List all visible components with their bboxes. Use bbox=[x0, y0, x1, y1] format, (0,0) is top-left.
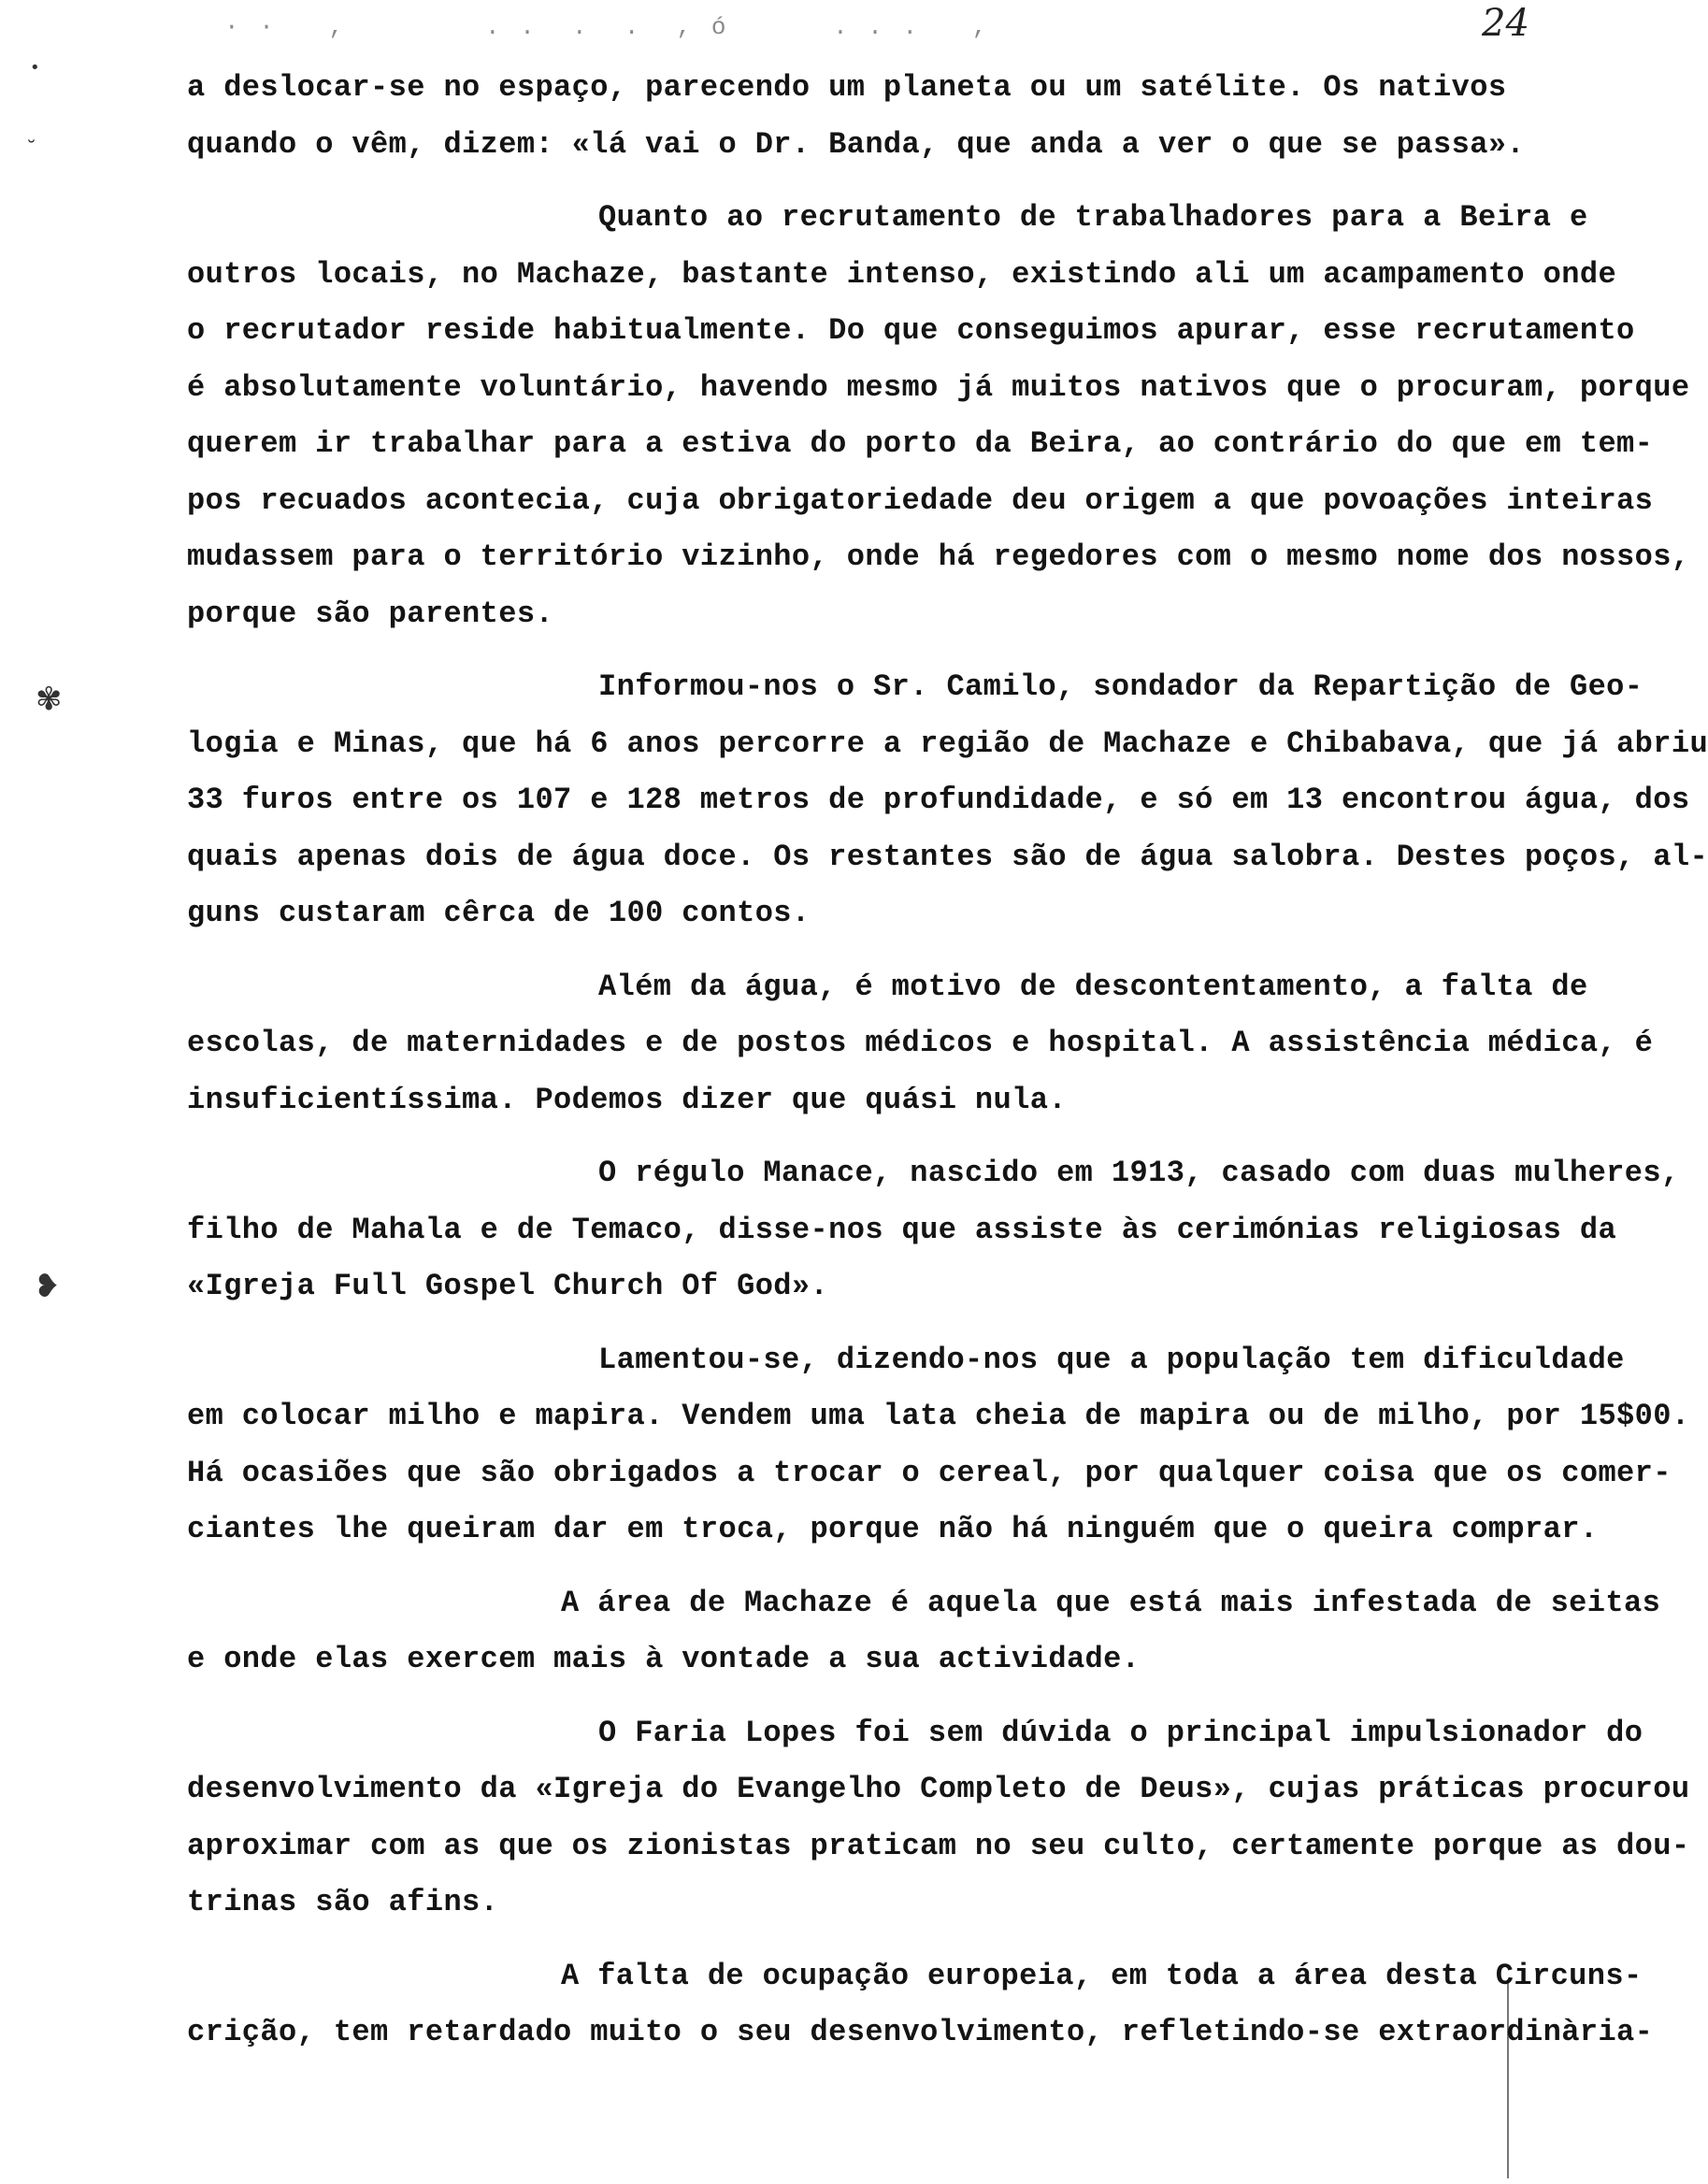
text-line: trinas são afins. bbox=[187, 1885, 499, 1919]
text-line: O régulo Manace, nascido em 1913, casado com duas mulheres, bbox=[598, 1156, 1680, 1190]
paragraph bbox=[187, 1948, 1654, 2062]
text-line: A falta de ocupação europeia, em toda a área desta Circuns- bbox=[561, 1958, 1643, 1993]
paragraph bbox=[187, 1332, 1690, 1559]
text-line: pos recuados acontecia, cuja obrigatoriedade deu origem a que povoações inteiras bbox=[187, 482, 1654, 518]
text-line: mudassem para o território vizinho, onde há regedores com o mesmo nome dos nossos, bbox=[187, 539, 1690, 574]
margin-mark: • bbox=[30, 58, 40, 78]
paragraph bbox=[187, 959, 1654, 1129]
paragraph bbox=[187, 1705, 1690, 1932]
text-line: em colocar milho e mapira. Vendem uma lata cheia de mapira ou de milho, por 15$00. bbox=[187, 1399, 1690, 1433]
text-line: quais apenas dois de água doce. Os restantes são de água salobra. Destes poços, al- bbox=[187, 839, 1708, 874]
text-line: porque são parentes. bbox=[187, 596, 554, 631]
text-line: «Igreja Full Gospel Church Of God». bbox=[187, 1269, 829, 1303]
text-line: quando o vêm, dizem: «lá vai o Dr. Banda, que anda a ver o que se passa». bbox=[187, 126, 1526, 162]
text-line: A área de Machaze é aquela que está mais infestada de seitas bbox=[561, 1585, 1661, 1620]
text-line: o recrutador reside habitualmente. Do que conseguimos apurar, esse recrutamento bbox=[187, 313, 1635, 348]
text-line: 33 furos entre os 107 e 128 metros de profundidade, e só em 13 encontrou água, dos bbox=[187, 783, 1690, 817]
text-line: guns custaram cêrca de 100 contos. bbox=[187, 896, 811, 930]
text-line: e onde elas exercem mais à vontade a sua actividade. bbox=[187, 1642, 1141, 1676]
text-line: filho de Mahala e de Temaco, disse-nos que assiste às cerimónias religiosas da bbox=[187, 1212, 1617, 1247]
page-number: 24 bbox=[1482, 2, 1529, 45]
paragraph bbox=[187, 659, 1708, 942]
page-header-fragment: · · , . . . . , ó . . . , bbox=[224, 13, 990, 41]
margin-mark: ✾ bbox=[36, 681, 63, 718]
text-line: logia e Minas, que há 6 anos percorre a região de Machaze e Chibabava, que já abriu bbox=[187, 726, 1708, 761]
margin-mark: ❥ bbox=[34, 1268, 61, 1305]
text-line: Lamentou-se, dizendo-nos que a população tem dificuldade bbox=[598, 1342, 1625, 1377]
text-line: crição, tem retardado muito o seu desenvolvimento, refletindo-se extraordinària- bbox=[187, 2015, 1654, 2049]
text-line: ciantes lhe queiram dar em troca, porque não há ninguém que o queira comprar. bbox=[187, 1512, 1599, 1546]
paragraph bbox=[187, 60, 1524, 173]
text-line: Informou-nos o Sr. Camilo, sondador da Repartição de Geo- bbox=[598, 669, 1643, 704]
text-line: a deslocar-se no espaço, parecendo um planeta ou um satélite. Os nativos bbox=[187, 70, 1507, 105]
text-line: Há ocasiões que são obrigados a trocar o cereal, por qualquer coisa que os comer- bbox=[187, 1455, 1672, 1490]
text-line: aproximar com as que os zionistas praticam no seu culto, certamente porque as dou- bbox=[187, 1828, 1690, 1863]
body-text bbox=[187, 60, 1708, 2078]
paragraph bbox=[187, 190, 1690, 642]
margin-mark: ˘ bbox=[26, 138, 36, 162]
paragraph bbox=[187, 1145, 1680, 1315]
text-line: desenvolvimento da «Igreja do Evangelho Completo de Deus», cujas práticas procurou bbox=[187, 1772, 1690, 1806]
text-line: escolas, de maternidades e de postos médicos e hospital. A assistência médica, é bbox=[187, 1026, 1654, 1060]
text-line: outros locais, no Machaze, bastante intenso, existindo ali um acampamento onde bbox=[187, 256, 1617, 292]
text-line: Além da água, é motivo de descontentamento, a falta de bbox=[598, 969, 1588, 1004]
text-line: Quanto ao recrutamento de trabalhadores para a Beira e bbox=[598, 200, 1588, 235]
text-line: insuficientíssima. Podemos dizer que quási nula. bbox=[187, 1082, 1067, 1117]
text-line: O Faria Lopes foi sem dúvida o principal impulsionador do bbox=[598, 1715, 1643, 1750]
text-line: é absolutamente voluntário, havendo mesmo já muitos nativos que o procuram, porque bbox=[187, 369, 1690, 405]
paragraph bbox=[187, 1575, 1661, 1688]
text-line: querem ir trabalhar para a estiva do porto da Beira, ao contrário do que em tem- bbox=[187, 426, 1654, 461]
